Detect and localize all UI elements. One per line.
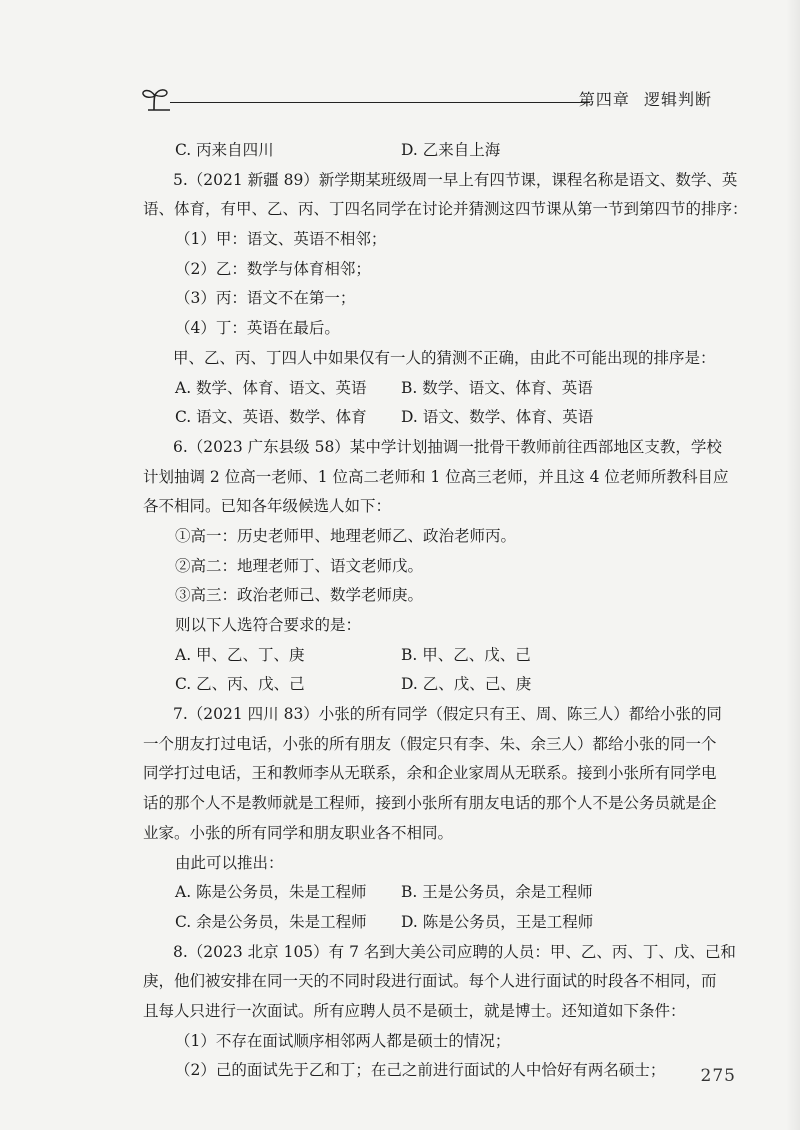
question-condition: 由此可以推出： — [175, 853, 284, 872]
answer-option: C. 乙、丙、戊、己 — [175, 675, 305, 694]
question-condition: （2）己的面试先于乙和丁；在己之前进行面试的人中恰好有两名硕士； — [175, 1061, 666, 1080]
answer-option: A. 甲、乙、丁、庚 — [175, 645, 305, 664]
answer-option: C. 丙来自四川 — [175, 141, 274, 159]
sprout-icon — [140, 84, 170, 112]
text-line: 一个朋友打过电话，小张的所有朋友（假定只有李、朱、余三人）都给小张的同一个 — [143, 734, 717, 753]
answer-option: C. 余是公务员，朱是工程师 — [175, 912, 367, 931]
question-condition: （1）甲：语文、英语不相邻； — [175, 230, 387, 249]
answer-option: B. 数学、语文、体育、英语 — [401, 378, 593, 397]
answer-options-row — [143, 136, 735, 166]
text-line: 同学打过电话，王和教师李从无联系，余和企业家周从无联系。接到小张所有同学电 — [143, 764, 717, 783]
answer-options-row — [143, 878, 735, 908]
answer-option: A. 数学、体育、语文、英语 — [175, 378, 367, 397]
question-text: 5.（2021 新疆 89）新学期某班级周一早上有四节课，课程名称是语文、数学、英 — [173, 170, 738, 189]
question-text: 甲、乙、丙、丁四人中如果仅有一人的猜测不正确，由此不可能出现的排序是： — [173, 348, 716, 367]
question-condition: （1）不存在面试顺序相邻两人都是硕士的情况； — [175, 1031, 511, 1050]
page-number: 275 — [700, 1066, 736, 1086]
text-line: 业家。小张的所有同学和朋友职业各不相同。 — [143, 823, 454, 842]
answer-options-row — [143, 374, 735, 404]
question-text: 7.（2021 四川 83）小张的所有同学（假定只有王、周、陈三人）都给小张的同 — [173, 705, 722, 724]
question-condition: （4）丁：英语在最后。 — [175, 319, 340, 338]
question-condition: （2）乙：数学与体育相邻； — [175, 259, 371, 278]
answer-option: B. 甲、乙、戊、己 — [401, 645, 531, 664]
answer-option: A. 陈是公务员，朱是工程师 — [175, 883, 367, 902]
answer-option: D. 陈是公务员，王是工程师 — [401, 912, 594, 931]
text-line: 话的那个人不是教师就是工程师，接到小张所有朋友电话的那个人不是公务员就是企 — [143, 794, 717, 813]
answer-option: B. 王是公务员，余是工程师 — [401, 883, 593, 902]
text-line: 且每人只进行一次面试。所有应聘人员不是硕士，就是博士。还知道如下条件： — [143, 1001, 686, 1020]
question-text: 6.（2023 广东县级 58）某中学计划抽调一批骨干教师前往西部地区支教，学校 — [173, 437, 722, 456]
text-line: 庚，他们被安排在同一天的不同时段进行面试。每个人进行面试的时段各不相同，而 — [143, 972, 717, 991]
text-line: 语、体育，有甲、乙、丙、丁四名同学在讨论并猜测这四节课从第一节到第四节的排序： — [143, 200, 748, 219]
header-rule — [170, 102, 590, 103]
page-header — [140, 84, 740, 114]
answer-option: C. 语文、英语、数学、体育 — [175, 408, 367, 427]
answer-option: D. 语文、数学、体育、英语 — [401, 408, 594, 427]
text-line: 计划抽调 2 位高一老师、1 位高二老师和 1 位高三老师，并且这 4 位老师所教科目应 — [143, 467, 729, 486]
scan-edge — [786, 0, 800, 1130]
chapter-number: 第四章 — [578, 90, 630, 109]
question-condition: ①高一：历史老师甲、地理老师乙、政治老师丙。 — [175, 526, 517, 545]
question-condition: ②高二：地理老师丁、语文老师戊。 — [175, 556, 424, 575]
chapter-title: 逻辑判断 — [643, 90, 712, 109]
answer-option: D. 乙、戊、己、庚 — [401, 675, 532, 694]
question-text: 8.（2023 北京 105）有 7 名到大美公司应聘的人员：甲、乙、丙、丁、戊、己和 — [173, 942, 736, 961]
answer-options-row — [143, 403, 735, 433]
answer-options-row — [143, 670, 735, 700]
answer-options-row — [143, 908, 735, 938]
page-content — [143, 136, 748, 1086]
chapter-heading — [571, 87, 712, 110]
answer-options-row — [143, 641, 735, 671]
answer-option: D. 乙来自上海 — [401, 141, 501, 159]
question-condition: 则以下人选符合要求的是： — [175, 616, 362, 634]
question-condition: ③高三：政治老师己、数学老师庚。 — [175, 586, 424, 605]
text-line: 各不相同。已知各年级候选人如下： — [143, 497, 392, 516]
question-condition: （3）丙：语文不在第一； — [175, 289, 356, 308]
